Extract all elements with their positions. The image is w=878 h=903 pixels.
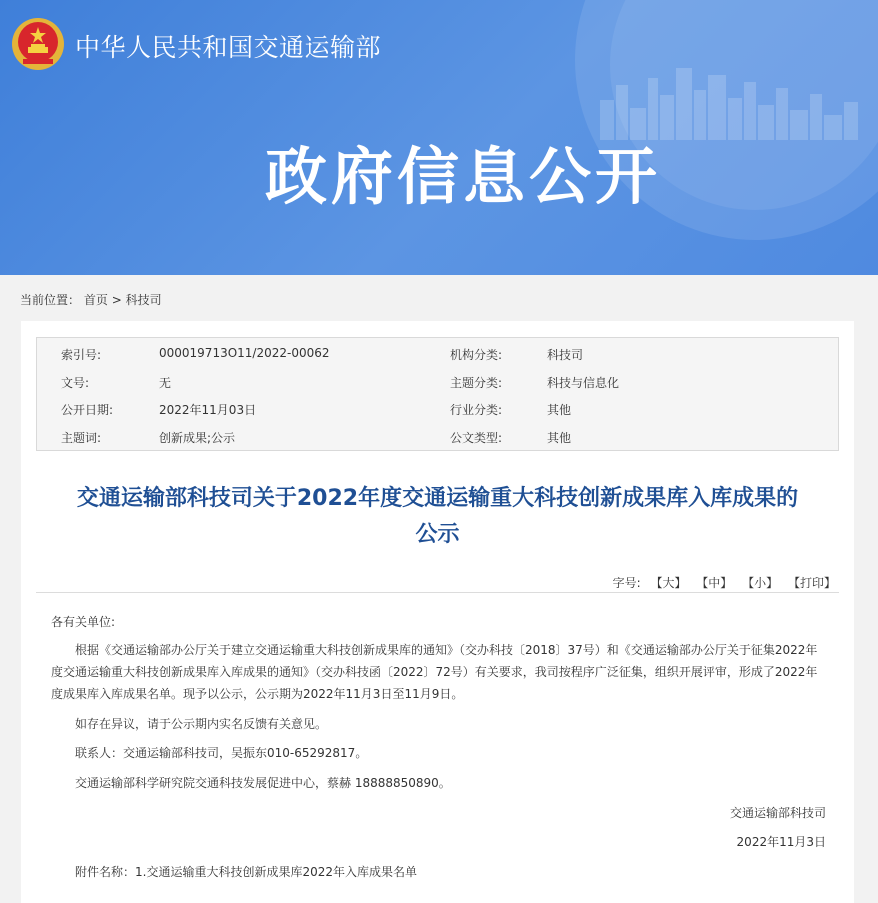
signature: 交通运输部科技司 [729,806,826,820]
metadata-table [36,337,839,451]
contact-line-1: 联系人：交通运输部科技司，吴振东010-65292817。 [75,746,368,760]
industry-label: 行业分类: [450,403,503,417]
breadcrumb-prefix: 当前位置： [20,293,81,307]
org-label: 机构分类: [450,348,503,362]
index-label: 索引号: [61,348,102,362]
font-medium-button[interactable]: 【中】 [696,576,733,590]
breadcrumb [20,291,162,308]
document-title-line1: 交通运输部科技司关于2022年度交通运输重大科技创新成果库入库成果的 [76,486,799,511]
print-button[interactable]: 【打印】 [787,576,836,590]
font-small-button[interactable]: 【小】 [742,576,779,590]
org-value: 科技司 [547,348,584,362]
keywords-label: 主题词: [61,431,102,445]
sign-date: 2022年11月3日 [736,835,826,849]
content-panel [21,321,854,903]
font-size-control [613,574,836,591]
paragraph-objection: 如存在异议，请于公示期内实名反馈有关意见。 [75,717,328,731]
header-banner [0,0,878,275]
banner-title: 政府信息公开 [265,140,662,213]
breadcrumb-home-link[interactable]: 首页 [83,293,108,307]
index-value: 000019713O11/2022-00062 [159,346,330,360]
salutation: 各有关单位: [51,615,116,629]
divider [36,592,839,593]
document-title [21,481,854,553]
font-size-label: 字号: [612,576,641,590]
breadcrumb-current-link[interactable]: 科技司 [125,293,162,307]
paragraph-main: 根据《交通运输部办公厅关于建立交通运输重大科技创新成果库的通知》（交办科技〔2018〕37号）和《交通运输部办公厅关于征集2022年度交通运输重大科技创新成果库入库成果的通知》（交办科技函〔2022〕72号）有关要求，我司按程序广泛征集，组织开展评审，形成了2022年度成果库入库成果名单。现予以公示，公示期为2022年11月3日至11月9日。 [51,643,818,701]
doc-type-value: 其他 [547,431,572,445]
document-title-line2: 公示 [415,522,460,547]
national-emblem-icon [11,17,65,71]
breadcrumb-separator: > [111,293,122,307]
ministry-name: 中华人民共和国交通运输部 [75,33,382,62]
topic-category-label: 主题分类: [450,376,503,390]
contact-line-2: 交通运输部科学研究院交通科技发展促进中心，蔡赫 18888850890。 [75,776,451,790]
keywords-value: 创新成果;公示 [159,431,236,445]
attachment-link[interactable]: 附件名称：1.交通运输重大科技创新成果库2022年入库成果名单 [75,865,417,879]
doc-type-label: 公文类型: [450,431,503,445]
publish-date-value: 2022年11月03日 [159,403,257,417]
doc-no-value: 无 [159,376,172,390]
publish-date-label: 公开日期: [61,403,114,417]
industry-value: 其他 [547,403,572,417]
topic-category-value: 科技与信息化 [547,376,620,390]
doc-no-label: 文号: [61,376,90,390]
font-large-button[interactable]: 【大】 [650,576,687,590]
